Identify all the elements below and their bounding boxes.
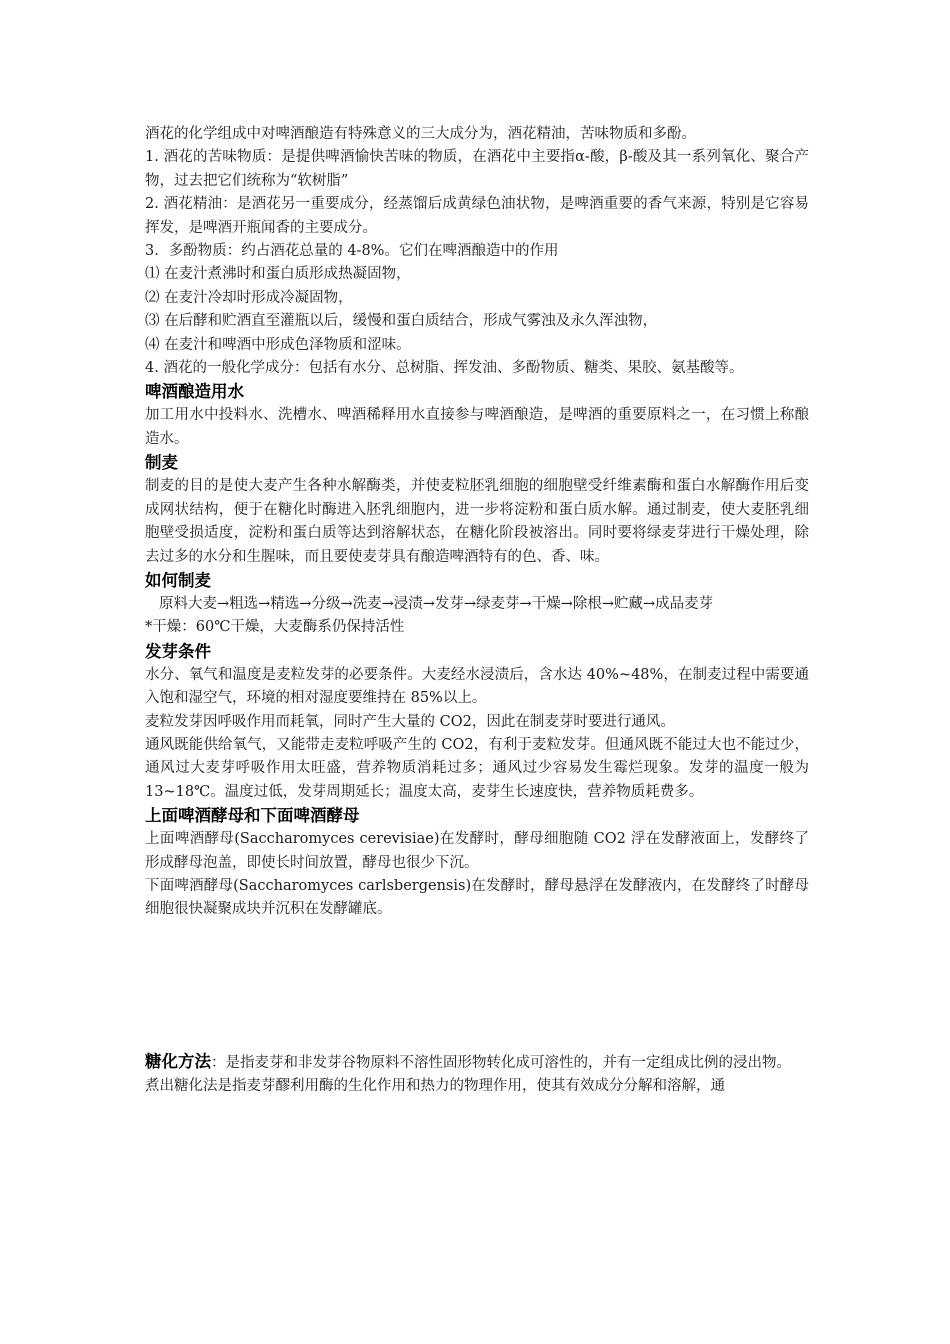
section-heading-yeast: 上面啤酒酵母和下面啤酒酵母 (145, 806, 360, 826)
drying-note: *干燥：60℃干燥，大麦酶系仍保持活性 (145, 619, 405, 636)
polyphenol-role-2: ⑵ 在麦汁冷却时形成冷凝固物， (145, 289, 353, 306)
germination-paragraph-3: 通风既能供给氧气，又能带走麦粒呼吸产生的 CO2，有利于麦粒发芽。但通风既不能过大也不能过少，通风过大麦芽呼吸作用太旺盛，营养物质消耗过多；通风过少容易发生霉烂现象。发芽的温度一般为 13~18℃。温度过低，发芽周期延长；温度太高，麦芽生长速度快，营养物质耗费多。 (145, 736, 809, 800)
water-paragraph: 加工用水中投料水、洗槽水、啤酒稀释用水直接参与啤酒酿造，是啤酒的重要原料之一，在习惯上称酿造水。 (145, 407, 809, 447)
decoction-paragraph: 煮出糖化法是指麦芽醪利用酶的生化作用和热力的物理作用，使其有效成分分解和溶解，通 (145, 1078, 725, 1095)
germination-paragraph-1: 水分、氧气和温度是麦粒发芽的必要条件。大麦经水浸渍后，含水达 40%~48%，在制麦过程中需要通入饱和湿空气，环境的相对湿度要维持在 85%以上。 (145, 666, 809, 707)
hops-item-general: 4. 酒花的一般化学成分：包括有水分、总树脂、挥发油、多酚物质、糖类、果胶、氨基酸等。 (145, 360, 744, 377)
section-heading-germination: 发芽条件 (145, 641, 211, 661)
section-heading-how-malting: 如何制麦 (145, 570, 211, 590)
hops-intro: 酒花的化学组成中对啤酒酿造有特殊意义的三大成分为，酒花精油，苦味物质和多酚。 (145, 126, 696, 142)
malting-paragraph: 制麦的目的是使大麦产生各种水解酶类，并使麦粒胚乳细胞的细胞壁受纤维素酶和蛋白水解酶作用后变成网状结构，便于在糖化时酶进入胚乳细胞内，进一步将淀粉和蛋白质水解。通过制麦，使大麦胚乳细胞壁受损适度，淀粉和蛋白质等达到溶解状态，在糖化阶段被溶出。同时要将绿麦芽进行干燥处理，除去过多的水分和生腥味，而且要使麦芽具有酿造啤酒特有的色、香、味。 (145, 478, 809, 565)
hops-item-oil: 2. 酒花精油：是酒花另一重要成分，经蒸馏后成黄绿色油状物，是啤酒重要的香气来源，特别是它容易挥发，是啤酒开瓶闻香的主要成分。 (145, 196, 809, 236)
bottom-yeast-paragraph: 下面啤酒酵母(Saccharomyces carlsbergensis)在发酵时，酵母悬浮在发酵液内，在发酵终了时酵母细胞很快凝聚成块并沉积在发酵罐底。 (145, 877, 809, 918)
hops-item-polyphenol: 3．多酚物质：约占酒花总量的 4-8%。它们在啤酒酿造中的作用 (145, 243, 559, 260)
hops-item-bitter: 1. 酒花的苦味物质：是提供啤酒愉快苦味的物质，在酒花中主要指α-酸，β-酸及其一系列氧化、聚合产物，过去把它们统称为“软树脂” (145, 149, 809, 189)
section-heading-mashing: 糖化方法 (145, 1051, 211, 1071)
document-page (145, 123, 809, 1099)
polyphenol-role-4: ⑷ 在麦汁和啤酒中形成色泽物质和涩味。 (145, 336, 411, 353)
section-heading-malting: 制麦 (145, 453, 178, 473)
top-yeast-paragraph: 上面啤酒酵母(Saccharomyces cerevisiae)在发酵时，酵母细胞随 CO2 浮在发酵液面上，发酵终了形成酵母泡盖，即使长时间放置，酵母也很少下沉。 (145, 831, 809, 871)
polyphenol-role-1: ⑴ 在麦汁煮沸时和蛋白质形成热凝固物， (145, 266, 411, 283)
mashing-definition-paragraph (145, 1050, 809, 1075)
section-heading-water: 啤酒酿造用水 (145, 382, 244, 402)
mashing-definition-text: ：是指麦芽和非发芽谷物原料不溶性固形物转化成可溶性的，并有一定组成比例的浸出物。 (211, 1054, 791, 1071)
polyphenol-role-3: ⑶ 在后酵和贮酒直至灌瓶以后，缓慢和蛋白质结合，形成气雾浊及永久浑浊物， (145, 313, 658, 330)
germination-paragraph-2: 麦粒发芽因呼吸作用而耗氧，同时产生大量的 CO2，因此在制麦芽时要进行通风。 (145, 713, 675, 730)
malting-process-flow: 原料大麦→粗选→精选→分级→洗麦→浸渍→发芽→绿麦芽→干燥→除根→贮藏→成品麦芽 (159, 595, 714, 612)
blank-spacer (145, 922, 809, 1050)
